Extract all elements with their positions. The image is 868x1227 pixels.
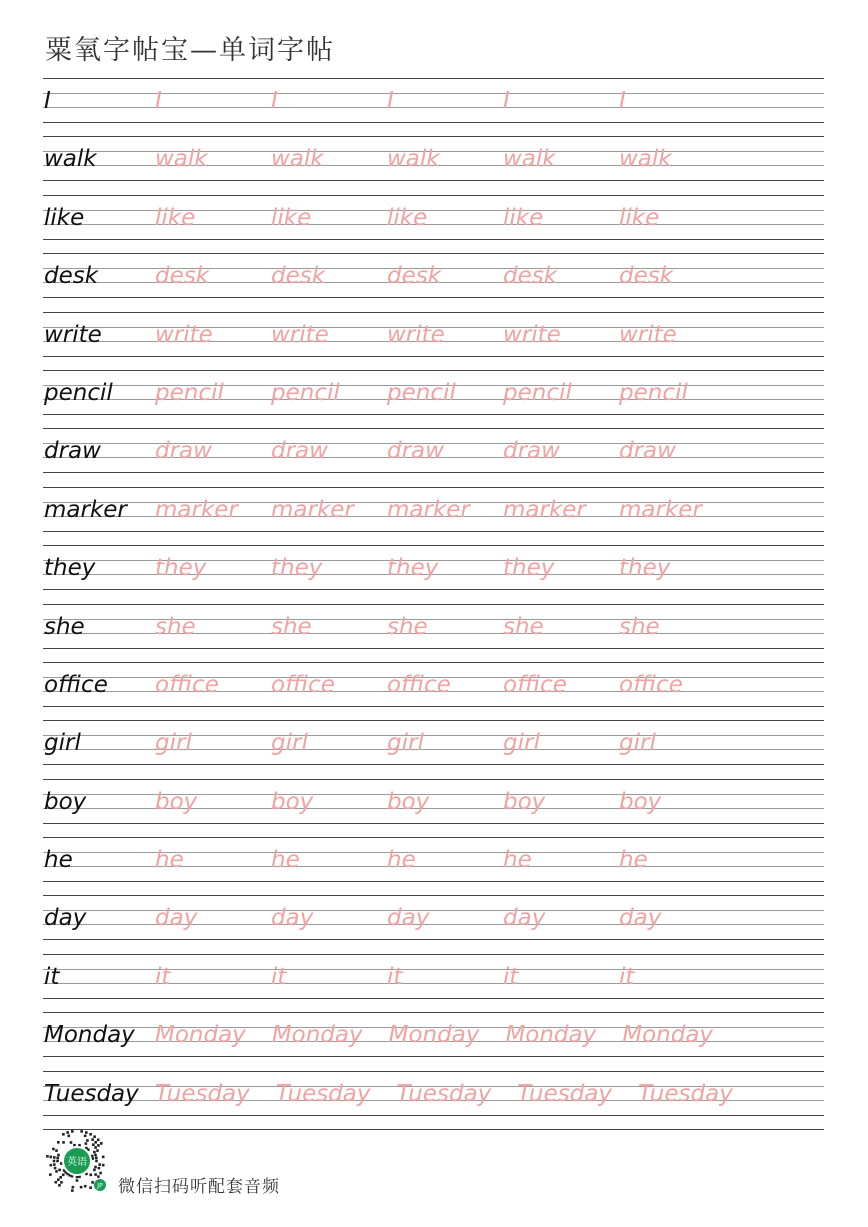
qr-dot: [49, 1173, 52, 1176]
trace-word: he: [387, 847, 416, 874]
trace-word: like: [503, 204, 544, 231]
trace-word: it: [155, 963, 171, 990]
trace-word: it: [271, 963, 287, 990]
trace-group: [155, 789, 824, 815]
trace-word: write: [387, 321, 445, 348]
audio-hint: 微信扫码听配套音频: [118, 1177, 280, 1197]
trace-word: pencil: [619, 379, 688, 406]
qr-dot: [66, 1131, 69, 1134]
model-word: day: [44, 905, 87, 932]
word-row: [43, 428, 824, 486]
word-row: [43, 195, 824, 253]
trace-group: [155, 555, 824, 581]
trace-word: draw: [387, 438, 444, 465]
trace-group: [155, 730, 824, 756]
trace-word: write: [503, 321, 561, 348]
qr-dot: [59, 1176, 62, 1179]
trace-word: marker: [619, 496, 702, 523]
guide-line: [43, 487, 824, 488]
trace-word: girl: [619, 730, 656, 757]
trace-word: they: [619, 555, 671, 582]
trace-word: draw: [271, 438, 328, 465]
qr-dot: [98, 1167, 101, 1170]
guide-line: [43, 136, 824, 137]
guide-line: [43, 370, 824, 371]
trace-word: office: [503, 671, 567, 698]
guide-line: [43, 881, 824, 882]
qr-dot: [89, 1186, 92, 1189]
page-title: 粟氧字帖宝—单词字帖: [45, 35, 335, 66]
qr-dot: [62, 1174, 65, 1177]
qr-dot: [57, 1178, 60, 1181]
trace-word: it: [387, 963, 403, 990]
trace-word: marker: [271, 496, 354, 523]
trace-word: walk: [619, 146, 672, 173]
guide-line: [43, 1115, 824, 1116]
model-word: he: [44, 847, 73, 874]
model-word: write: [44, 321, 102, 348]
qr-dot: [91, 1181, 94, 1184]
qr-dot: [93, 1169, 96, 1172]
trace-word: day: [155, 905, 198, 932]
qr-dot: [70, 1141, 73, 1144]
worksheet: [43, 78, 824, 1131]
qr-dot: [94, 1154, 97, 1157]
guide-line: [43, 837, 824, 838]
trace-word: like: [387, 204, 428, 231]
guide-line: [43, 1012, 824, 1013]
trace-word: write: [155, 321, 213, 348]
trace-word: desk: [155, 263, 210, 290]
guide-line: [43, 239, 824, 240]
model-word: pencil: [44, 379, 113, 406]
trace-word: he: [503, 847, 532, 874]
qr-dot: [53, 1163, 56, 1166]
guide-line: [43, 122, 824, 123]
word-row: [43, 487, 824, 545]
trace-word: walk: [503, 146, 556, 173]
trace-word: she: [619, 613, 660, 640]
model-word: they: [44, 555, 96, 582]
model-word: Tuesday: [44, 1080, 139, 1107]
qr-dot: [80, 1186, 83, 1189]
model-word: like: [44, 204, 85, 231]
qr-dot: [53, 1156, 56, 1159]
guide-line: [43, 180, 824, 181]
qr-dot: [91, 1138, 94, 1141]
model-word: she: [44, 613, 85, 640]
guide-line: [43, 662, 824, 663]
qr-dot: [95, 1157, 98, 1160]
qr-dot: [71, 1130, 74, 1133]
trace-word: write: [619, 321, 677, 348]
guide-line: [43, 428, 824, 429]
guide-line: [43, 895, 824, 896]
qr-dot: [97, 1144, 100, 1147]
trace-word: day: [271, 905, 314, 932]
qr-dot: [57, 1141, 60, 1144]
qr-dot: [94, 1146, 97, 1149]
trace-word: day: [503, 905, 546, 932]
word-row: [43, 370, 824, 428]
guide-line: [43, 954, 824, 955]
trace-word: they: [387, 555, 439, 582]
trace-word: draw: [619, 438, 676, 465]
qr-dot: [97, 1139, 100, 1142]
word-row: [43, 253, 824, 311]
trace-word: girl: [387, 730, 424, 757]
qr-dot: [46, 1155, 49, 1158]
word-row: [43, 545, 824, 603]
qr-code-icon[interactable]: [42, 1126, 112, 1196]
trace-group: [155, 263, 824, 289]
guide-line: [43, 720, 824, 721]
footer: [42, 1126, 342, 1198]
trace-group: [155, 146, 824, 172]
trace-group: [155, 614, 824, 640]
guide-line: [43, 604, 824, 605]
guide-line: [43, 356, 824, 357]
guide-line: [43, 531, 824, 532]
word-row: [43, 78, 824, 136]
trace-word: girl: [503, 730, 540, 757]
qr-dot: [102, 1164, 105, 1167]
guide-line: [43, 253, 824, 254]
trace-word: office: [619, 671, 683, 698]
trace-group: [155, 905, 824, 931]
trace-word: he: [619, 847, 648, 874]
model-word: I: [44, 88, 51, 114]
qr-corner-label: JP: [97, 1182, 103, 1190]
word-row: [43, 720, 824, 778]
trace-word: they: [503, 555, 555, 582]
qr-dot: [93, 1135, 96, 1138]
trace-word: Tuesday: [517, 1080, 613, 1107]
qr-dot: [84, 1135, 87, 1138]
trace-word: desk: [503, 263, 558, 290]
trace-word: she: [271, 613, 312, 640]
qr-dot: [97, 1175, 100, 1178]
trace-word: pencil: [503, 379, 572, 406]
trace-word: walk: [387, 146, 440, 173]
qr-dot: [50, 1156, 53, 1159]
qr-dot: [56, 1157, 59, 1160]
trace-word: Tuesday: [275, 1080, 371, 1107]
trace-word: girl: [271, 730, 308, 757]
trace-word: day: [619, 905, 662, 932]
trace-word: draw: [503, 438, 560, 465]
trace-word: they: [271, 555, 323, 582]
trace-word: Monday: [388, 1022, 480, 1049]
trace-word: Tuesday: [638, 1080, 733, 1107]
qr-dot: [76, 1176, 79, 1179]
trace-word: marker: [155, 496, 238, 523]
trace-word: I: [503, 88, 510, 114]
qr-dot: [60, 1181, 63, 1184]
qr-dot: [52, 1148, 55, 1151]
qr-dot: [102, 1156, 105, 1159]
trace-word: I: [619, 88, 626, 114]
trace-group: [155, 497, 824, 523]
model-word: draw: [44, 438, 101, 465]
qr-dot: [93, 1151, 96, 1154]
trace-word: he: [271, 847, 300, 874]
word-row: [43, 837, 824, 895]
qr-dot: [68, 1135, 71, 1138]
trace-word: I: [387, 88, 394, 114]
guide-line: [43, 648, 824, 649]
trace-group: [155, 438, 824, 464]
trace-group: [155, 847, 824, 873]
trace-word: desk: [271, 263, 326, 290]
qr-dot: [56, 1160, 59, 1163]
trace-word: Monday: [271, 1022, 363, 1049]
word-row: [43, 312, 824, 370]
guide-line: [43, 779, 824, 780]
guide-line: [43, 472, 824, 473]
word-row: [43, 136, 824, 194]
guide-line: [43, 706, 824, 707]
trace-word: Tuesday: [396, 1080, 492, 1107]
guide-line: [43, 1071, 824, 1072]
guide-line: [43, 78, 824, 79]
word-row: [43, 604, 824, 662]
trace-word: it: [503, 963, 519, 990]
trace-word: write: [271, 321, 329, 348]
trace-word: they: [155, 555, 207, 582]
trace-word: pencil: [155, 379, 224, 406]
trace-word: boy: [271, 788, 314, 815]
trace-group: [155, 672, 824, 698]
model-word: Monday: [44, 1022, 135, 1049]
trace-word: she: [155, 613, 196, 640]
qr-dot: [100, 1142, 103, 1145]
trace-word: she: [503, 613, 544, 640]
word-row: [43, 1012, 824, 1070]
qr-dot: [50, 1164, 53, 1167]
trace-word: walk: [155, 146, 208, 173]
trace-group: [155, 322, 824, 348]
trace-word: desk: [387, 263, 442, 290]
guide-line: [43, 545, 824, 546]
qr-dot: [95, 1160, 98, 1163]
trace-word: he: [155, 847, 184, 874]
trace-word: girl: [155, 730, 192, 757]
qr-dot: [94, 1166, 97, 1169]
qr-dot: [55, 1149, 58, 1152]
trace-word: office: [155, 671, 219, 698]
trace-word: draw: [155, 438, 212, 465]
qr-dot: [62, 1133, 65, 1136]
qr-dot: [84, 1185, 87, 1188]
guide-line: [43, 414, 824, 415]
qr-dot: [76, 1179, 79, 1182]
qr-dot: [57, 1154, 60, 1157]
model-word: walk: [44, 146, 97, 173]
guide-line: [43, 1056, 824, 1057]
trace-word: Tuesday: [155, 1080, 250, 1107]
model-word: girl: [44, 730, 81, 757]
trace-word: she: [387, 613, 428, 640]
model-word: marker: [44, 496, 127, 523]
model-word: office: [44, 671, 108, 698]
qr-dot: [54, 1167, 57, 1170]
qr-dot: [92, 1143, 95, 1146]
qr-dot: [72, 1186, 75, 1189]
trace-word: office: [271, 671, 335, 698]
trace-group: [155, 88, 824, 114]
qr-dot: [58, 1169, 61, 1172]
word-row: [43, 954, 824, 1012]
qr-dot: [71, 1189, 74, 1192]
trace-word: pencil: [271, 379, 340, 406]
qr-dot: [80, 1130, 83, 1133]
guide-line: [43, 297, 824, 298]
trace-word: marker: [387, 496, 470, 523]
trace-word: boy: [503, 788, 546, 815]
guide-line: [43, 939, 824, 940]
guide-line: [43, 589, 824, 590]
trace-word: it: [619, 963, 635, 990]
trace-word: boy: [619, 788, 662, 815]
guide-line: [43, 998, 824, 999]
trace-word: Monday: [505, 1022, 597, 1049]
model-word: desk: [44, 263, 99, 290]
trace-word: boy: [387, 788, 430, 815]
guide-line: [43, 823, 824, 824]
trace-word: office: [387, 671, 451, 698]
word-row: [43, 779, 824, 837]
trace-word: I: [271, 88, 278, 114]
qr-dot: [94, 1141, 97, 1144]
qr-dot: [94, 1173, 97, 1176]
guide-line: [43, 195, 824, 196]
trace-word: day: [387, 905, 430, 932]
trace-word: boy: [155, 788, 198, 815]
trace-word: like: [155, 204, 196, 231]
trace-word: walk: [271, 146, 324, 173]
word-row: [43, 1071, 824, 1129]
qr-dot: [85, 1142, 88, 1145]
qr-dot: [53, 1160, 56, 1163]
qr-badge-label: 英语: [67, 1157, 87, 1168]
trace-group: [155, 1022, 824, 1048]
qr-dot: [89, 1133, 92, 1136]
qr-dot: [98, 1163, 101, 1166]
trace-group: [155, 205, 824, 231]
model-word: boy: [44, 788, 87, 815]
trace-word: Monday: [622, 1022, 714, 1049]
model-word: it: [44, 963, 60, 990]
qr-dot: [96, 1149, 99, 1152]
guide-line: [43, 764, 824, 765]
trace-word: pencil: [387, 379, 456, 406]
guide-line: [43, 312, 824, 313]
qr-dot: [55, 1170, 58, 1173]
trace-word: Monday: [155, 1022, 246, 1049]
qr-dot: [99, 1172, 102, 1175]
word-row: [43, 895, 824, 953]
trace-group: [155, 1081, 824, 1107]
trace-group: [155, 380, 824, 406]
qr-dot: [62, 1141, 65, 1144]
word-row: [43, 662, 824, 720]
qr-dot: [86, 1139, 89, 1142]
trace-word: desk: [619, 263, 674, 290]
trace-word: like: [619, 204, 660, 231]
qr-dot: [55, 1181, 58, 1184]
trace-word: marker: [503, 496, 586, 523]
qr-dot: [85, 1131, 88, 1134]
qr-dot: [58, 1184, 61, 1187]
trace-word: I: [155, 88, 162, 114]
trace-group: [155, 964, 824, 990]
qr-dot: [90, 1174, 93, 1177]
trace-word: like: [271, 204, 312, 231]
